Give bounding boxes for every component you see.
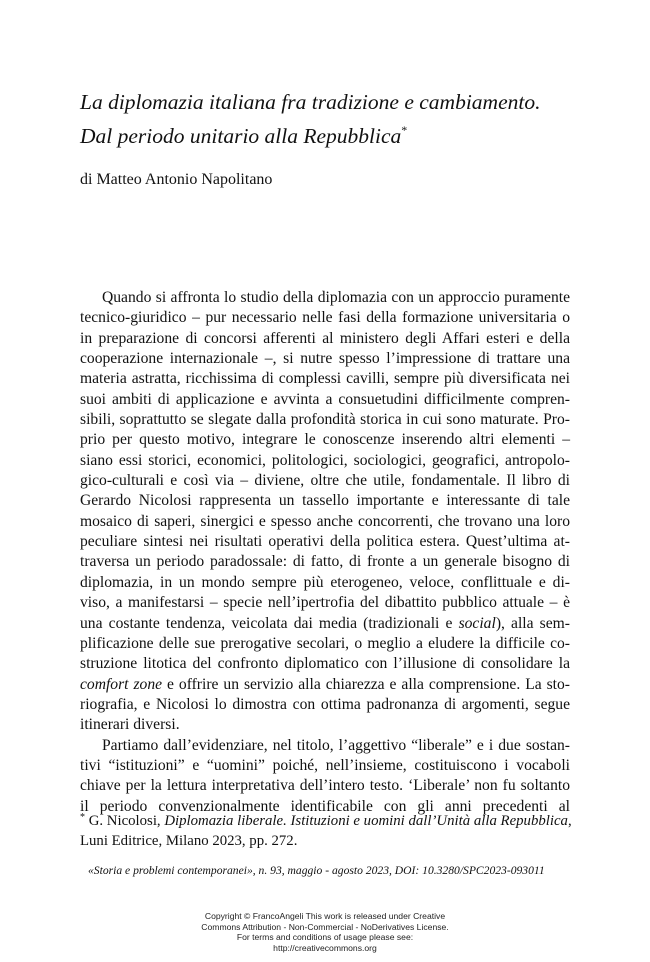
body-line: materia astratta, ricchissima di complessi cavilli, sempre più diversificata nei (80, 370, 570, 388)
title-footnote-mark: * (401, 123, 408, 137)
body-line-mixed (80, 614, 570, 634)
body-line: traversa un periodo paradossale: di fatto, di fronte a un generale bisogno di (80, 553, 570, 571)
body-line: suoi ambiti di applicazione e avvinta a consuetudini difficilmente compren- (80, 390, 570, 408)
body-line-text: ), alla sem- (495, 614, 570, 632)
body-line: tivi “istituzioni” e “uomini” poiché, nell’insieme, costituiscono i vocaboli (80, 756, 570, 774)
body-line: viso, a manifestarsi – specie nell’ipertrofia del dibattito pubblico attuale – è (80, 594, 570, 612)
body-line: diplomazia, in un mondo sempre più eterogeneo, veloce, conflittuale e di- (80, 573, 570, 591)
body-line: siano essi storici, economici, politologici, sociologici, geografici, antropolo- (80, 451, 570, 469)
journal-citation: «Storia e problemi contemporanei», n. 93, maggio - agosto 2023, DOI: 10.3280/SPC2023-093011 (88, 864, 545, 877)
license-line: Commons Attribution - Non-Commercial - NoDerivatives License. (201, 921, 449, 932)
body-line: Partiamo dall’evidenziare, nel titolo, l’aggettivo “liberale” e i due sostan- (102, 736, 570, 754)
body-line: in preparazione di concorsi afferenti al ministero degli Affari esteri e della (80, 329, 570, 347)
body-line: chiave per la lettura interpretativa dell’intero testo. ‘Liberale’ non fu soltanto (80, 777, 570, 795)
body-line: il periodo convenzionalmente identificabile con gli anni precedenti al (80, 797, 570, 815)
body-line: Gerardo Nicolosi rappresenta un tassello importante e interessante di tale (80, 492, 570, 510)
footnote-line-2: Luni Editrice, Milano 2023, pp. 272. (80, 833, 298, 849)
body-line: peculiare sintesi nei risultati operativi della politica estera. Quest’ultima at- (80, 533, 570, 551)
body-line: riografia, e Nicolosi lo dimostra con ottima padronanza di argomenti, segue (80, 695, 570, 713)
title-line-1: La diplomazia italiana fra tradizione e cambiamento. (80, 90, 541, 114)
body-line: plificazione delle sue prerogative secolari, o meglio a eludere la difficile co- (80, 634, 570, 652)
title-line-2: Dal periodo unitario alla Repubblica (80, 124, 402, 148)
body-line: gico-culturali e così via – diviene, oltre che utile, fondamentale. Il libro di (80, 472, 570, 490)
article-body (80, 288, 570, 817)
body-line: struzione litotica del confronto diplomatico con l’illusione di consolidare la (80, 655, 570, 673)
body-line: prio per questo motivo, integrare le conoscenze inserendo altri elementi – (80, 431, 570, 449)
article-author: di Matteo Antonio Napolitano (80, 171, 273, 188)
article-title (80, 88, 600, 150)
footnote (80, 808, 570, 851)
body-line-mixed (80, 675, 570, 695)
body-italic-social: social (458, 614, 496, 632)
footnote-mark: * (80, 812, 85, 823)
body-line: itinerari diversi. (80, 716, 180, 734)
body-line: tecnico-giuridico – pur necessario nelle fasi della formazione universitaria o (80, 309, 570, 327)
body-line-text: e offrire un servizio alla chiarezza e alla comprensione. La sto- (162, 675, 570, 693)
body-line: sibili, soprattutto se slegate dalla profondità storica in cui sono maturate. Pro- (80, 411, 570, 429)
body-line-text: una costante tendenza, veicolata dai media (tradizionali e (80, 614, 459, 632)
footnote-book-title: Diplomazia liberale. Istituzioni e uomini dall’Unità alla Repubblica (164, 813, 568, 829)
license-link[interactable]: http://creativecommons.org (273, 942, 377, 953)
license-notice (0, 911, 650, 953)
license-line: For terms and conditions of usage please see: (236, 932, 414, 942)
footnote-text: G. Nicolosi, (85, 813, 165, 829)
body-line: cooperazione internazionale –, si nutre spesso l’impressione di trattare una (80, 350, 570, 368)
body-italic-comfort-zone: comfort zone (80, 675, 163, 693)
footnote-line-1 (80, 808, 570, 831)
footnote-text: , (567, 813, 572, 829)
body-line: mosaico di saperi, sinergici e spesso anche concorrenti, che trovano una loro (80, 512, 570, 530)
license-line: Copyright © FrancoAngeli This work is released under Creative (204, 911, 446, 921)
body-line: Quando si affronta lo studio della diplomazia con un approccio puramente (102, 289, 570, 306)
